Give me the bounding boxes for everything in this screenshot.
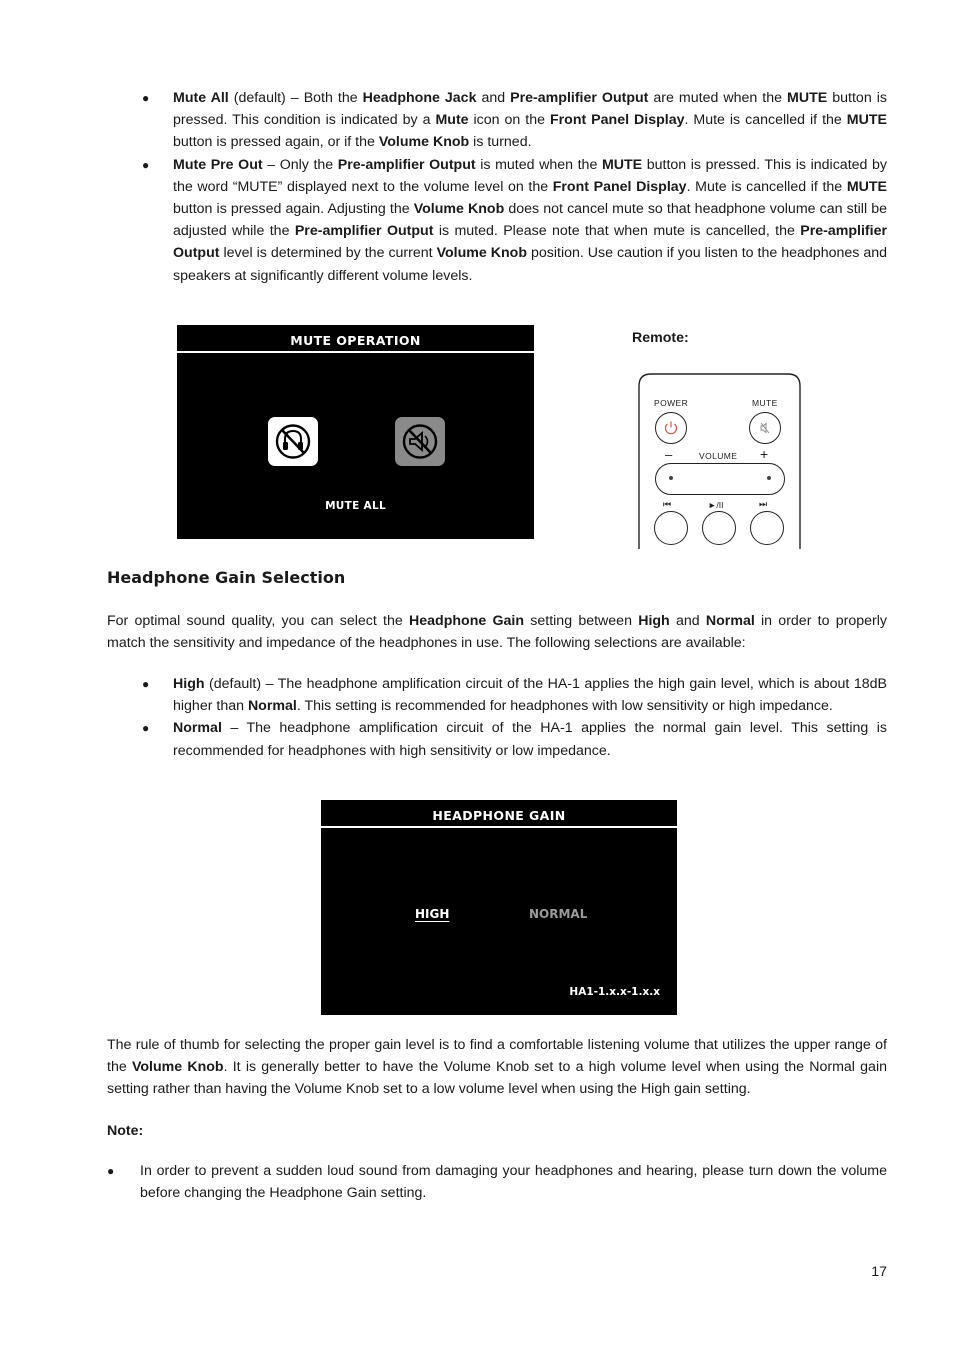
volume-label: VOLUME xyxy=(699,451,738,461)
note-text: In order to prevent a sudden loud sound from damaging your headphones and hearing, please turn down the volume before changing the Headphone Gain setting. xyxy=(140,1163,887,1202)
gain-normal-description: Normal – The headphone amplification circuit of the HA-1 applies the normal gain level. This setting is recommended for headphones with high sensitivity or low impedance. xyxy=(173,720,887,759)
next-button[interactable] xyxy=(750,511,784,545)
volume-down-dot-icon xyxy=(669,476,673,480)
display-title: HEADPHONE GAIN xyxy=(432,808,566,823)
list-item xyxy=(107,1160,887,1204)
volume-up-dot-icon xyxy=(767,476,771,480)
mute-modes-list xyxy=(142,87,887,287)
list-item xyxy=(142,87,887,154)
previous-button[interactable] xyxy=(654,511,688,545)
gain-intro-paragraph: For optimal sound quality, you can select the Headphone Gain setting between High and Normal in order to properly match the sensitivity and impedance of the headphones in use. The following selections are available: xyxy=(107,613,887,652)
section-heading: Headphone Gain Selection xyxy=(107,568,346,587)
bullet-icon: ● xyxy=(142,157,150,172)
power-label: POWER xyxy=(654,398,689,408)
volume-minus-label: – xyxy=(665,447,673,462)
remote-label: Remote: xyxy=(632,330,689,346)
list-item xyxy=(142,673,887,717)
gain-options-list xyxy=(142,673,887,762)
power-icon xyxy=(656,413,686,443)
next-label: ⏭ xyxy=(759,499,768,509)
display-title: MUTE OPERATION xyxy=(290,333,421,348)
gain-high-description: High (default) – The headphone amplification circuit of the HA-1 applies the high gain level, which is about 18dB higher than Normal. This setting is recommended for headphones with low sensitivity or high impedance. xyxy=(173,676,887,715)
power-button[interactable] xyxy=(655,412,687,444)
firmware-version: HA1-1.x.x-1.x.x xyxy=(569,986,660,998)
headphone-muted-icon xyxy=(268,417,318,466)
gain-option-normal: NORMAL xyxy=(529,907,588,921)
note-label: Note: xyxy=(107,1123,144,1139)
play-pause-label: ►/II xyxy=(708,500,724,510)
headphone-gain-display xyxy=(321,800,677,1015)
bullet-icon: ● xyxy=(107,1164,115,1178)
speaker-mute-icon xyxy=(750,413,780,443)
bullet-icon: ● xyxy=(142,677,150,691)
rule-of-thumb-paragraph: The rule of thumb for selecting the proper gain level is to find a comfortable listening volume that utilizes the upper range of the Volume Knob. It is generally better to have the Volume Knob set to a high volume level when using the Normal gain setting rather than having the Volume Knob set to a low volume level when using the High gain setting. xyxy=(107,1037,887,1098)
remote-control xyxy=(637,372,802,549)
mute-pre-out-description: Mute Pre Out – Only the Pre-amplifier Output is muted when the MUTE button is pressed. This is indicated by the word “MUTE” displayed next to the volume level on the Front Panel Display. Mute is cancelled if the MUTE button is pressed again. Adjusting the Volume Knob does not cancel mute so that headphone volume can still be adjusted while the Pre-amplifier Output is muted. Please note that when mute is cancelled, the Pre-amplifier Output level is determined by the current Volume Knob position. Use caution if you listen to the headphones and speakers at significantly different volume levels. xyxy=(173,156,888,284)
display-divider xyxy=(321,826,677,828)
gain-option-high: HIGH xyxy=(415,907,450,921)
mute-all-description: Mute All (default) – Both the Headphone Jack and Pre-amplifier Output are muted when the MUTE button is pressed. This condition is indicated by a Mute icon on the Front Panel Display. Mute is cancelled if the MUTE button is pressed again, or if the Volume Knob is turned. xyxy=(173,90,887,151)
list-item xyxy=(142,717,887,761)
page-number: 17 xyxy=(871,1264,887,1280)
bullet-icon: ● xyxy=(142,721,150,736)
mute-label: MUTE xyxy=(752,398,778,408)
display-divider xyxy=(177,351,534,353)
display-caption: MUTE ALL xyxy=(325,500,386,512)
volume-rocker[interactable] xyxy=(655,463,785,495)
note-list xyxy=(107,1160,887,1204)
list-item xyxy=(142,154,887,287)
previous-label: ⏮ xyxy=(663,499,672,509)
volume-plus-label: + xyxy=(760,446,769,462)
mute-operation-display xyxy=(177,325,534,539)
mute-button[interactable] xyxy=(749,412,781,444)
play-pause-button[interactable] xyxy=(702,511,736,545)
bullet-icon: ● xyxy=(142,91,150,105)
speaker-muted-icon xyxy=(395,417,445,466)
